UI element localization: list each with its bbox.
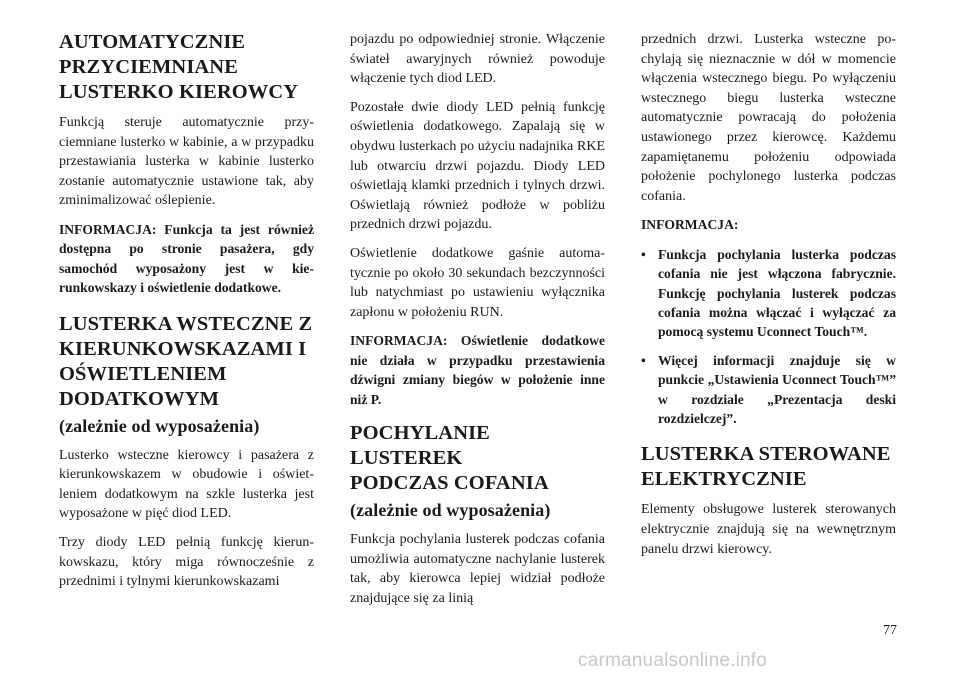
list-item: • Więcej informacji znajduje się w punkcie „Ustawienia Uconnect Touch™” w rozdziale „Prezentacja deski rozdzielczej”.: [641, 351, 896, 429]
paragraph: Funkcją steruje automatycznie przyciemniane lusterko w kabinie, a w przypadku przestawiania lusterka w kabinie lusterko zostanie automatycznie ustawione tak, aby zminimalizować oślepienie.: [59, 115, 314, 209]
column-right: [641, 30, 896, 568]
heading-auto-dimming-mirror: [59, 30, 314, 105]
column-middle: [350, 30, 605, 617]
paragraph: Trzy diody LED pełnią funkcję kierunkowskazu, który miga równocześnie z przednimi i tylnymi kierunkowskazami: [59, 534, 314, 590]
heading-line: LUSTERKO KIEROWCY: [59, 81, 299, 103]
info-bullet-list: [641, 245, 896, 429]
column-left: [59, 30, 314, 601]
heading-line: AUTOMATYCZNIE: [59, 31, 246, 53]
paragraph: Pozostałe dwie diody LED pełnią funkcję oświetlenia dodatkowego. Zapalają się w obydwu lusterkach po użyciu nadajnika RKE lub otwarciu drzwi pojazdu. Diody LED oświetlają klamki przednich i tylnych drzwi. Oświetlają również podłoże w pobliżu przednich drzwi pojazdu.: [350, 99, 605, 233]
heading-line: PRZYCIEMNIANE: [59, 56, 238, 78]
heading-line: PODCZAS COFANIA: [350, 471, 549, 494]
heading-power-mirrors: [641, 442, 896, 492]
info-note: INFORMACJA: Oświetlenie dodatkowe nie działa w przypadku przestawienia dźwigni zmiany biegów w położenie inne niż P.: [350, 333, 605, 407]
heading-line: LUSTERKA WSTECZNE Z: [59, 312, 313, 335]
watermark: carmanualsonline.info: [578, 650, 768, 671]
heading-subtitle: (zależnie od wyposażenia): [350, 499, 551, 520]
heading-subtitle: (zależnie od wyposażenia): [59, 415, 260, 436]
heading-turn-signal-mirrors: [59, 312, 314, 438]
heading-line: LUSTERKA STEROWANE: [641, 443, 891, 466]
paragraph: pojazdu po odpowiedniej stronie. Włączenie świateł awaryjnych również powoduje włączenie tych diod LED.: [350, 32, 605, 87]
heading-line: DODATKOWYM: [59, 387, 220, 410]
info-note-label: INFORMACJA:: [641, 217, 739, 233]
paragraph: przednich drzwi. Lusterka wsteczne pochylają się nieznacznie w dół w momencie włączenia wstecznego biegu. Po wyłączeniu wstecznego biegu lusterka wsteczne automatycznie powracają do położenia ustawionego przez kierowcę. Każdemu zapamiętanemu położeniu odpowiada położenie pochylonego lusterka podczas cofania.: [641, 32, 896, 204]
paragraph: Funkcja pochylania lusterek podczas cofania umożliwia automatyczne nachylanie lusterek tak, aby kierowca lepiej widział podłoże znajdujące się za linią: [350, 531, 605, 606]
heading-reverse-tilt-mirrors: [350, 421, 605, 522]
heading-line: OŚWIETLENIEM: [59, 362, 227, 385]
paragraph: Elementy obsługowe lusterek sterowanych elektrycznie znajdują się na wewnętrznym panelu drzwi kierowcy.: [641, 502, 896, 557]
paragraph: Oświetlenie dodatkowe gaśnie automatycznie po około 30 sekundach bezczynności lub natychmiast po ustawieniu wyłącznika zapłonu w położeniu RUN.: [350, 245, 605, 320]
heading-line: KIERUNKOWSKAZAMI I: [59, 337, 307, 360]
info-note: INFORMACJA: Funkcja ta jest również dostępna po stronie pasażera, gdy samochód wyposażony jest w kierunkowskazy i oświetlenie dodatkowe.: [59, 221, 314, 296]
list-item: • Funkcja pochylania lusterka podczas cofania nie jest włączona fabrycznie. Funkcję pochylania lusterek podczas cofania można włączać i wyłączać za pomocą systemu Uconnect Touch™.: [641, 245, 896, 342]
heading-line: ELEKTRYCZNIE: [641, 468, 807, 491]
heading-line: POCHYLANIE LUSTEREK: [350, 421, 490, 469]
page-number: 77: [883, 623, 897, 638]
paragraph: Lusterko wsteczne kierowcy i pasażera z kierunkowskazem w obudowie i oświetleniem dodatkowym na szkle lusterka jest wyposażone w pięć diod LED.: [59, 447, 314, 522]
